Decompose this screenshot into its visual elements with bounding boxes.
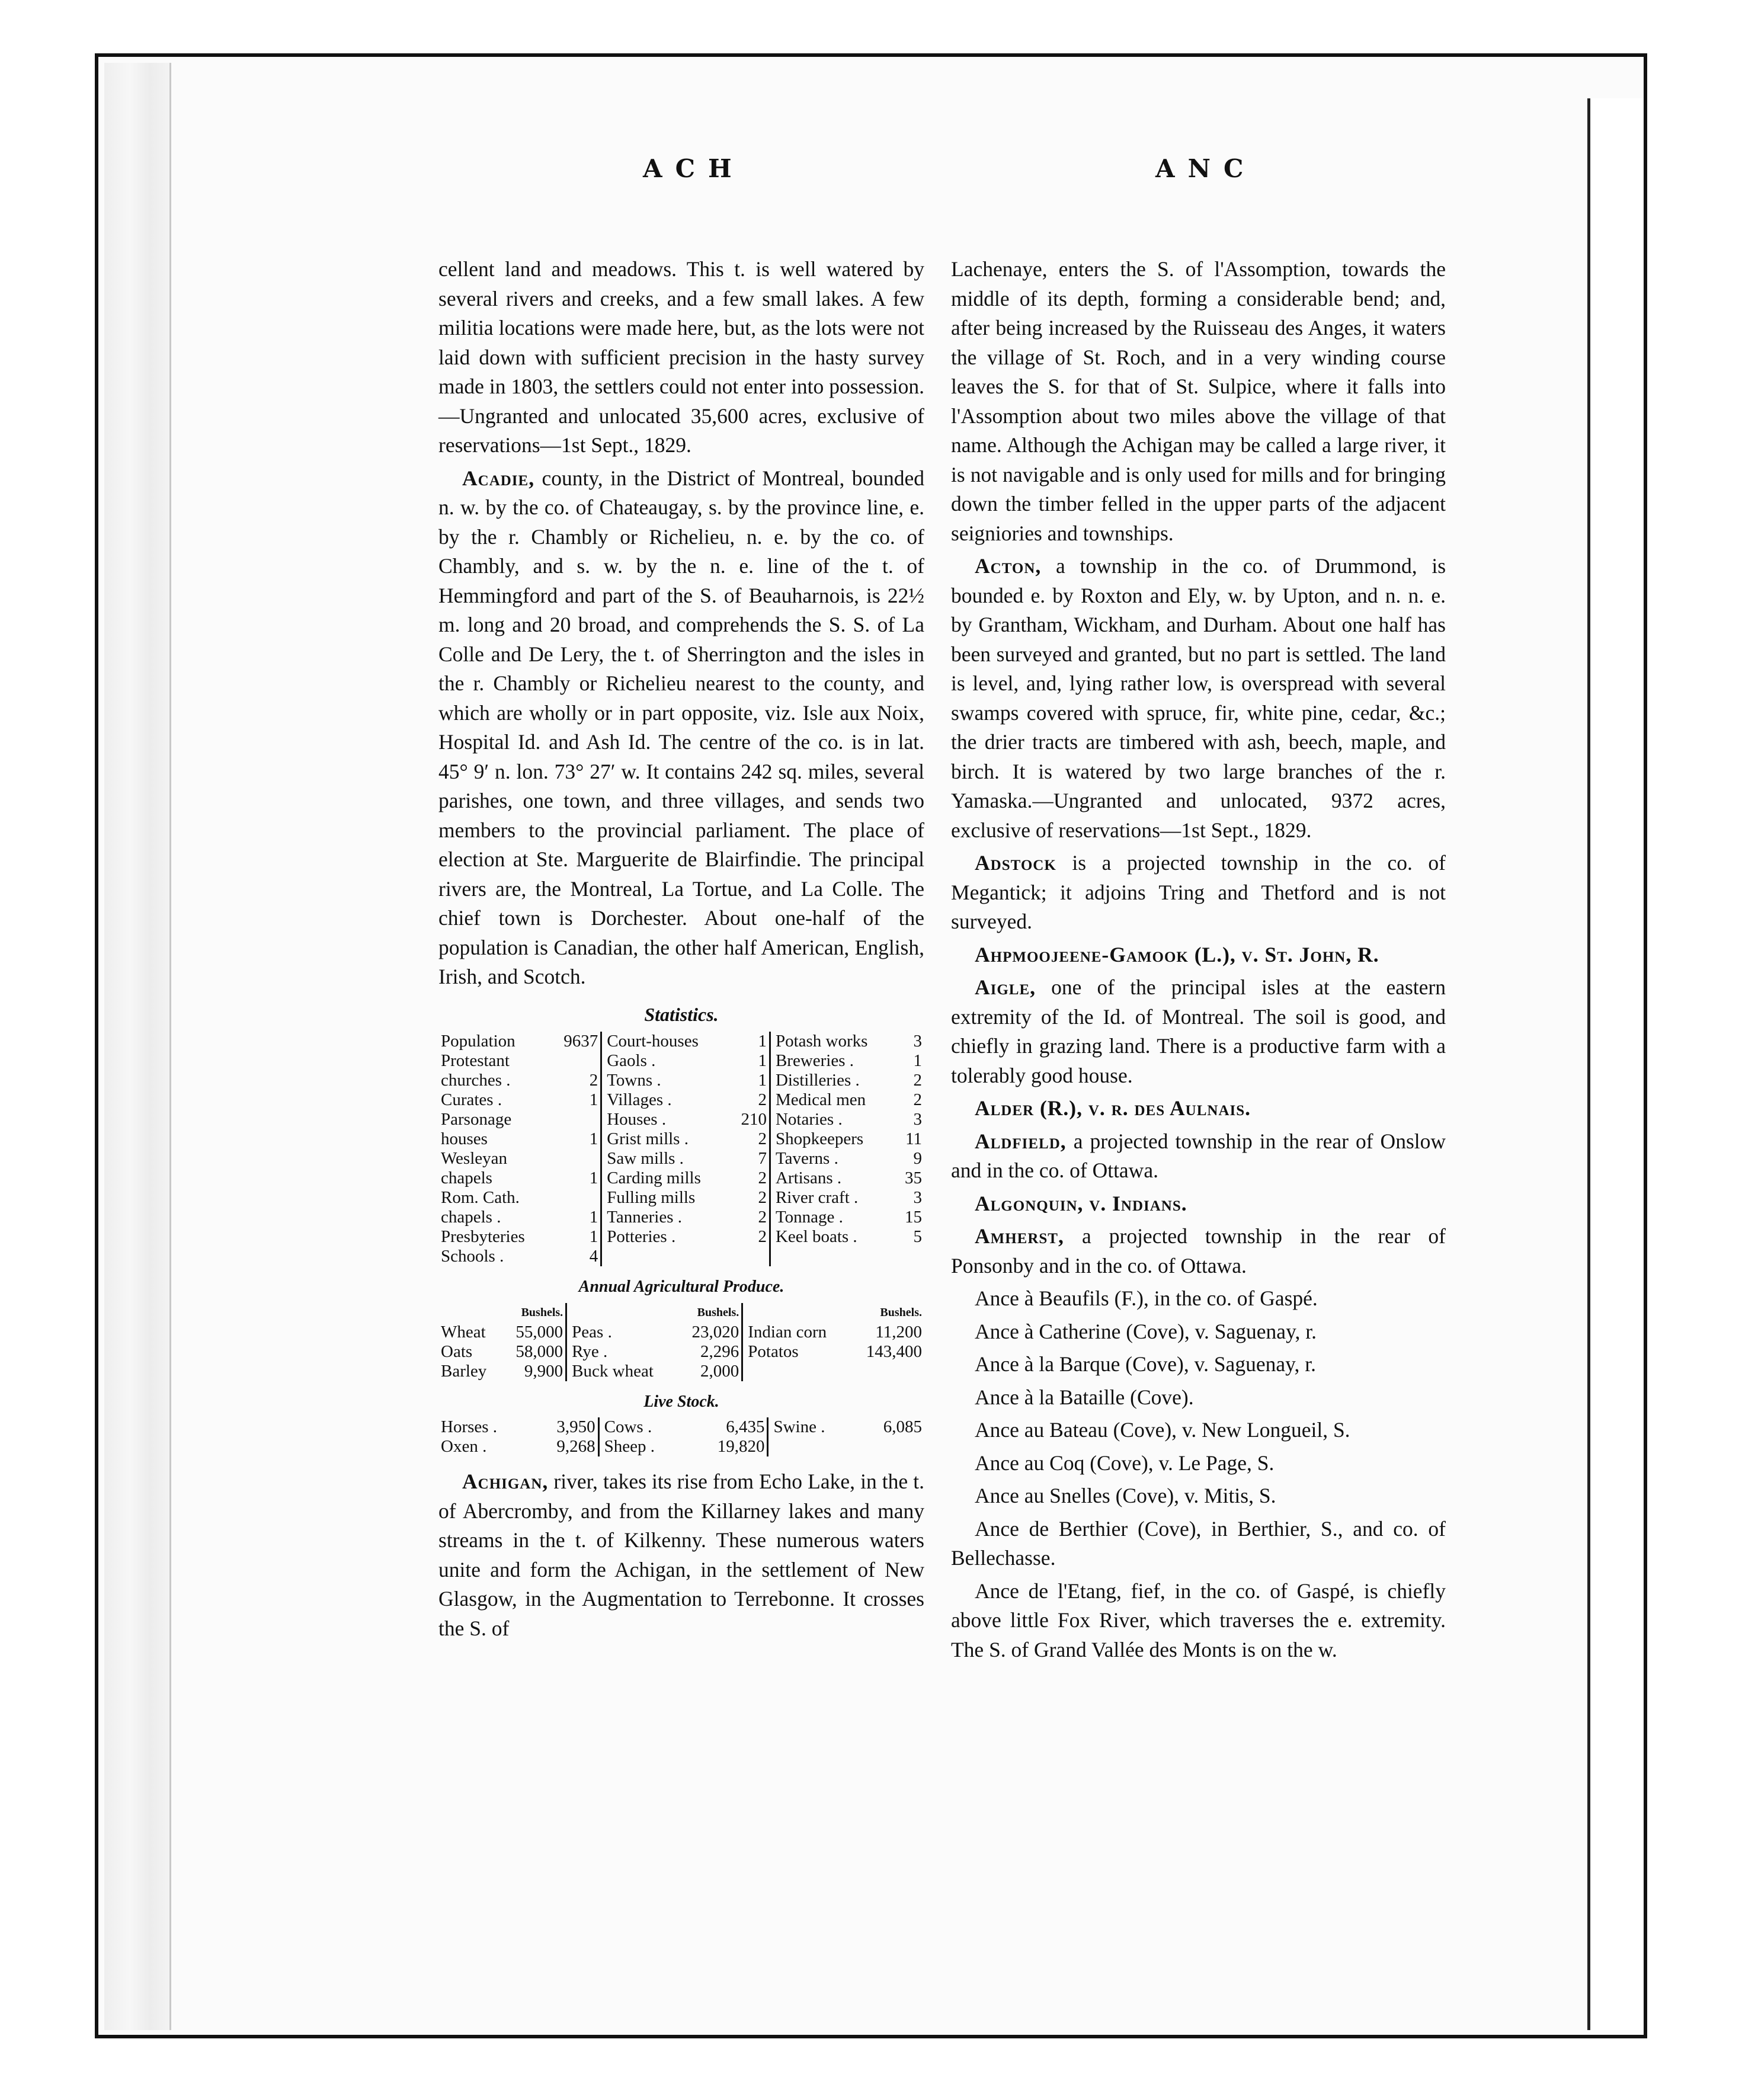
table-cell-label: Distilleries .: [770, 1071, 896, 1090]
table-cell-label: houses: [441, 1129, 488, 1148]
table-cell-value: 1: [589, 1208, 598, 1227]
table-cell-label: Schools .: [441, 1247, 504, 1266]
table-cell-value: 2: [589, 1071, 598, 1090]
table-cell-label: Medical men: [770, 1090, 896, 1110]
table-cell-label: Indian corn: [742, 1323, 850, 1342]
livestock-row: [438, 1417, 924, 1437]
bushels-header-row: [438, 1303, 924, 1323]
produce-row: [438, 1323, 924, 1342]
statistics-row: [438, 1032, 924, 1051]
left-column: [438, 255, 924, 1647]
table-cell-value: 9,900: [524, 1361, 563, 1381]
table-cell-value: 9637: [563, 1032, 598, 1051]
table-cell-label: Rye .: [566, 1342, 677, 1362]
table-cell-label: Keel boats .: [770, 1227, 896, 1247]
table-cell-label: River craft .: [770, 1188, 896, 1208]
table-cell-label: Potteries .: [601, 1227, 731, 1247]
entry-ance-barque: Ance à la Barque (Cove), v. Saguenay, r.: [975, 1352, 1317, 1376]
entry-aigle: [951, 973, 1446, 1090]
entry-aldfield: [951, 1127, 1446, 1186]
table-cell-value: 1: [758, 1071, 767, 1090]
table-cell-value: 2: [758, 1090, 767, 1109]
statistics-row: [438, 1110, 924, 1129]
table-cell-label: chapels .: [441, 1208, 501, 1227]
table-cell-value: 3: [913, 1110, 922, 1129]
table-cell-value: 2: [913, 1090, 922, 1109]
livestock-row: [438, 1437, 924, 1456]
entry-ance-bateau: Ance au Bateau (Cove), v. New Longueil, S.: [975, 1418, 1350, 1442]
table-cell-value: 9: [913, 1149, 922, 1168]
table-cell-value: 2,000: [700, 1361, 739, 1381]
entry-ance-etang: Ance de l'Etang, fief, in the co. of Gaspé, is chiefly above little Fox River, which traverses the e. extremity. The S. of Grand Vallée des Monts is on the w.: [951, 1579, 1446, 1662]
table-cell-value: 1: [758, 1032, 767, 1051]
table-cell-label: [742, 1362, 850, 1381]
table-cell-value: 210: [741, 1110, 767, 1129]
produce-row: [438, 1342, 924, 1362]
entry-headword: Adstock: [975, 851, 1056, 875]
entry-text: one of the principal isles at the eastern extremity of the Id. of Montreal. The soil is good, and chiefly in grazing land. There is a productive farm with a tolerably good house.: [951, 975, 1446, 1087]
table-cell-value: 2: [758, 1227, 767, 1246]
statistics-row: [438, 1071, 924, 1090]
statistics-title: Statistics.: [644, 1003, 719, 1025]
table-cell-value: 15: [905, 1208, 922, 1227]
table-cell-label: Artisans .: [770, 1169, 896, 1188]
table-cell-value: [550, 1051, 601, 1071]
table-cell-value: 3,950: [556, 1417, 595, 1436]
table-cell-label: Gaols .: [601, 1051, 731, 1071]
table-cell-value: 11,200: [875, 1322, 922, 1342]
entry-text: county, in the District of Montreal, bounded n. w. by the co. of Chateaugay, s. by the province line, e. by the r. Chambly or Richelieu, n. e. by the co. of Chambly, and s. w. by the n. e. line of the t. of Hemmingford and part of the S. of Beauharnois, is 22½ m. long and 20 broad, and comprehends the S. S. of La Colle and De Lery, the t. of Sherrington and the isles in the r. Chambly or Richelieu nearest to the county, and which are wholly or in part opposite, viz. Isle aux Noix, Hospital Id. and Ash Id. The centre of the co. is in lat. 45° 9′ n. lon. 73° 27′ w. It contains 242 sq. miles, several parishes, one town, and three villages, and sends two members to the provincial parliament. The place of election at Ste. Marguerite de Blairfindie. The principal rivers are, the Montreal, La Tortue, and La Colle. The chief town is Dorchester. About one-half of the population is Canadian, the other half American, English, Irish, and Scotch.: [438, 466, 925, 988]
table-cell-value: [550, 1149, 601, 1169]
table-cell-label: Carding mills: [601, 1169, 731, 1188]
table-cell-value: [859, 1437, 924, 1456]
table-cell-value: 5: [913, 1227, 922, 1246]
entry-acton: [951, 552, 1446, 845]
entry-headword: Acton,: [975, 554, 1042, 578]
table-cell-label: Wesleyan: [441, 1149, 508, 1168]
table-cell-label: Court-houses: [601, 1032, 731, 1051]
table-cell-value: 2: [758, 1188, 767, 1207]
entry-algonquin: Algonquin, v. Indians.: [975, 1191, 1187, 1215]
table-cell-label: Breweries .: [770, 1051, 896, 1071]
table-cell-value: 1: [589, 1090, 598, 1109]
table-cell-value: [730, 1247, 770, 1266]
table-cell-value: 2: [758, 1208, 767, 1227]
entry-ahpmoojeene: Ahpmoojeene-Gamook (L.), v. St. John, R.: [975, 942, 1379, 966]
statistics-table: [438, 1032, 924, 1266]
table-cell-label: Houses .: [601, 1110, 731, 1129]
entry-text: a projected township in the rear of Ponsonby and in the co. of Ottawa.: [951, 1224, 1446, 1278]
table-cell-label: [770, 1247, 896, 1266]
paragraph: cellent land and meadows. This t. is well watered by several rivers and creeks, and a few small lakes. A few militia locations were made here, but, as the lots were not laid down with sufficient precision in the hasty survey made in 1803, the settlers could not enter into possession. —Ungranted and unlocated 35,600 acres, exclusive of reservations—1st Sept., 1829.: [438, 257, 924, 457]
produce-title: Annual Agricultural Produce.: [578, 1278, 784, 1296]
table-cell-label: Oats: [441, 1342, 473, 1361]
bushels-label: Bushels.: [697, 1305, 739, 1319]
table-cell-value: 2: [913, 1071, 922, 1090]
table-cell-value: 4: [589, 1247, 598, 1266]
statistics-row: [438, 1169, 924, 1188]
table-cell-label: [601, 1247, 731, 1266]
paragraph: Lachenaye, enters the S. of l'Assomption, towards the middle of its depth, forming a considerable bend; and, after being increased by the Ruisseau des Anges, it waters the village of St. Roch, and in a very winding course leaves the S. for that of St. Sulpice, where it falls into l'Assomption about two miles above the village of that name. Although the Achigan may be called a large river, it is not navigable and is only used for mills and for bringing down the timber felled in the upper parts of the adjacent seigniories and townships.: [951, 257, 1446, 545]
table-cell-label: Horses .: [441, 1417, 498, 1436]
table-cell-value: 7: [758, 1149, 767, 1168]
entry-ance-beaufils: Ance à Beaufils (F.), in the co. of Gaspé.: [975, 1286, 1318, 1310]
table-cell-value: 1: [589, 1129, 598, 1148]
table-cell-value: 1: [758, 1051, 767, 1070]
table-cell-label: Wheat: [441, 1322, 486, 1342]
table-cell-label: Barley: [441, 1361, 487, 1381]
entry-acadie: [438, 464, 924, 992]
table-cell-label: Fulling mills: [601, 1188, 731, 1208]
table-cell-label: Curates .: [441, 1090, 502, 1109]
statistics-row: [438, 1149, 924, 1169]
statistics-row: [438, 1208, 924, 1227]
table-cell-label: Tonnage .: [770, 1208, 896, 1227]
entry-headword: Aldfield,: [975, 1129, 1067, 1153]
table-cell-value: 6,085: [883, 1417, 922, 1436]
table-cell-label: Tanneries .: [601, 1208, 731, 1227]
entry-text: river, takes its rise from Echo Lake, in the t. of Abercromby, and from the Killarney lakes and many streams in the t. of Kilkenny. These numerous waters unite and form the Achigan, in the settlement of New Glasgow, in the Augmentation to Terrebonne. It crosses the S. of: [438, 1470, 925, 1640]
table-cell-value: 2,296: [700, 1342, 739, 1361]
table-cell-label: Taverns .: [770, 1149, 896, 1169]
entry-ance-berthier: Ance de Berthier (Cove), in Berthier, S., and co. of Bellechasse.: [951, 1516, 1446, 1570]
entry-amherst: [951, 1222, 1446, 1281]
table-cell-label: Oxen .: [441, 1437, 487, 1456]
table-cell-value: [550, 1188, 601, 1208]
table-cell-label: chapels: [441, 1169, 492, 1187]
statistics-row: [438, 1188, 924, 1208]
entry-headword: Acadie,: [462, 466, 535, 490]
running-header-left: ACH: [643, 154, 745, 183]
table-cell-value: 55,000: [515, 1322, 563, 1342]
table-cell-label: Saw mills .: [601, 1149, 731, 1169]
table-cell-value: [550, 1110, 601, 1129]
table-cell-label: Swine .: [768, 1417, 859, 1437]
table-cell-value: 6,435: [726, 1417, 765, 1436]
produce-row: [438, 1362, 924, 1381]
table-cell-label: Potatos: [742, 1342, 850, 1362]
table-cell-value: 2: [758, 1169, 767, 1187]
table-cell-value: 1: [589, 1169, 598, 1187]
entry-adstock: [951, 849, 1446, 937]
entry-headword: Amherst,: [975, 1224, 1064, 1248]
entry-text: is a projected township in the co. of Megantick; it adjoins Tring and Thetford and is not surveyed.: [951, 851, 1446, 933]
table-cell-value: 143,400: [866, 1342, 922, 1361]
table-cell-value: 2: [758, 1129, 767, 1148]
bushels-label: Bushels.: [880, 1305, 922, 1319]
table-cell-label: Villages .: [601, 1090, 731, 1110]
table-cell-value: [896, 1247, 924, 1266]
table-cell-value: [850, 1362, 924, 1381]
table-cell-value: 1: [913, 1051, 922, 1070]
table-cell-label: Parsonage: [441, 1110, 512, 1129]
table-cell-value: 11: [905, 1129, 922, 1148]
entry-text: a township in the co. of Drummond, is bounded e. by Roxton and Ely, w. by Upton, and n. n. e. by Grantham, Wickham, and Durham. About one half has been surveyed and granted, but no part is settled. The land is level, and, lying rather low, is overspread with several swamps covered with spruce, fir, white pine, cedar, &c.; the drier tracts are timbered with ash, beech, maple, and birch. It is watered by two large branches of the r. Yamaska.—Ungranted and unlocated, 9372 acres, exclusive of reservations—1st Sept., 1829.: [951, 554, 1446, 842]
page-right-edge: [1587, 98, 1644, 2030]
entry-alder: Alder (R.), v. r. des Aulnais.: [975, 1096, 1251, 1120]
table-cell-label: Sheep .: [598, 1437, 687, 1456]
table-cell-label: Presbyteries: [441, 1227, 525, 1246]
statistics-row: [438, 1051, 924, 1071]
table-cell-label: Peas .: [566, 1323, 677, 1342]
table-cell-value: 1: [589, 1227, 598, 1246]
entry-ance-snelles: Ance au Snelles (Cove), v. Mitis, S.: [975, 1484, 1276, 1507]
table-cell-value: 3: [913, 1032, 922, 1051]
table-cell-label: Towns .: [601, 1071, 731, 1090]
table-cell-label: [768, 1437, 859, 1456]
table-cell-label: churches .: [441, 1071, 511, 1090]
entry-achigan: [438, 1467, 924, 1643]
statistics-row: [438, 1129, 924, 1149]
table-cell-label: Shopkeepers: [770, 1129, 896, 1149]
table-cell-value: 35: [905, 1169, 922, 1187]
table-cell-value: 23,020: [691, 1322, 739, 1342]
statistics-row: [438, 1227, 924, 1247]
statistics-row: [438, 1090, 924, 1110]
table-cell-label: Population: [441, 1032, 515, 1051]
entry-headword: Aigle,: [975, 975, 1036, 999]
statistics-row: [438, 1247, 924, 1266]
entry-text: a projected township in the rear of Onslow and in the co. of Ottawa.: [951, 1129, 1446, 1182]
entry-ance-bataille: Ance à la Bataille (Cove).: [975, 1385, 1194, 1409]
table-cell-value: 9,268: [556, 1437, 595, 1456]
table-cell-label: Notaries .: [770, 1110, 896, 1129]
entry-headword: Achigan,: [462, 1470, 549, 1493]
table-cell-label: Rom. Cath.: [441, 1188, 520, 1207]
livestock-table: [438, 1417, 924, 1456]
table-cell-label: Protestant: [441, 1051, 510, 1070]
right-column: [951, 255, 1446, 1668]
table-cell-label: Cows .: [598, 1417, 687, 1437]
table-cell-value: 19,820: [717, 1437, 765, 1456]
table-cell-label: Grist mills .: [601, 1129, 731, 1149]
entry-ance-catherine: Ance à Catherine (Cove), v. Saguenay, r.: [975, 1319, 1317, 1343]
page-binding-edge: [104, 63, 171, 2030]
table-cell-label: Buck wheat: [566, 1362, 677, 1381]
table-cell-value: 58,000: [515, 1342, 563, 1361]
running-header-right: ANC: [1155, 154, 1257, 183]
table-cell-label: Potash works: [770, 1032, 896, 1051]
entry-ance-coq: Ance au Coq (Cove), v. Le Page, S.: [975, 1451, 1275, 1475]
produce-table: [438, 1303, 924, 1381]
table-cell-value: 3: [913, 1188, 922, 1207]
bushels-label: Bushels.: [521, 1305, 563, 1319]
livestock-title: Live Stock.: [643, 1392, 719, 1411]
